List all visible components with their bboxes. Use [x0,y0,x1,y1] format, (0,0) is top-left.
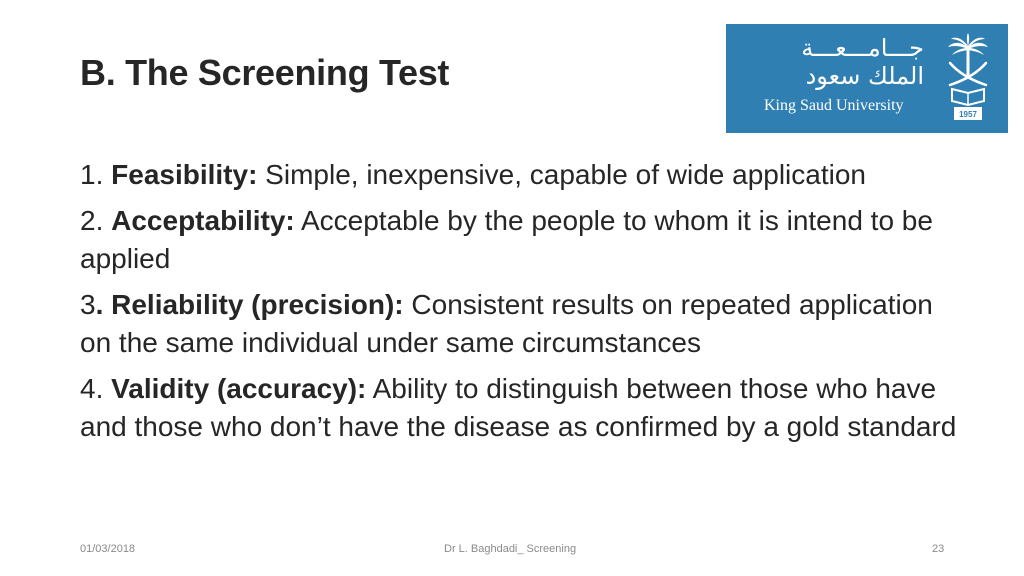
list-item [80,156,970,194]
item-number: 2. [80,205,112,236]
criteria-list [80,156,970,454]
palm-swords-emblem-icon [942,33,994,123]
item-text: Simple, inexpensive, capable of wide application [257,159,866,190]
logo-arabic-line1: جـــامـــعـــة [801,34,924,62]
list-item [80,370,970,446]
footer-date: 01/03/2018 [80,543,136,555]
page-number: 23 [932,543,945,555]
item-term: . Reliability (precision): [95,289,404,320]
item-number: 4. [80,373,112,404]
logo-year: 1957 [959,110,977,119]
logo-university-name: King Saud University [764,97,904,114]
item-number: 3 [80,289,96,320]
item-term: Validity (accuracy): [111,373,367,404]
list-item [80,286,970,362]
item-text: Ability to distinguish between those who have and those who don’t have the disease as confirmed by a gold standard [80,373,957,442]
item-text: Consistent results on repeated application on the same individual under same circumstances [80,289,933,358]
list-item [80,202,970,278]
footer-author: Dr L. Baghdadi_ Screening [444,543,577,555]
university-logo [726,24,1008,133]
logo-arabic-line2: الملك سعود [805,62,924,90]
slide-title: B. The Screening Test [80,52,450,93]
item-number: 1. [80,159,112,190]
item-text: Acceptable by the people to whom it is intend to be applied [80,205,933,274]
item-term: Feasibility: [111,159,258,190]
item-term: Acceptability: [111,205,295,236]
